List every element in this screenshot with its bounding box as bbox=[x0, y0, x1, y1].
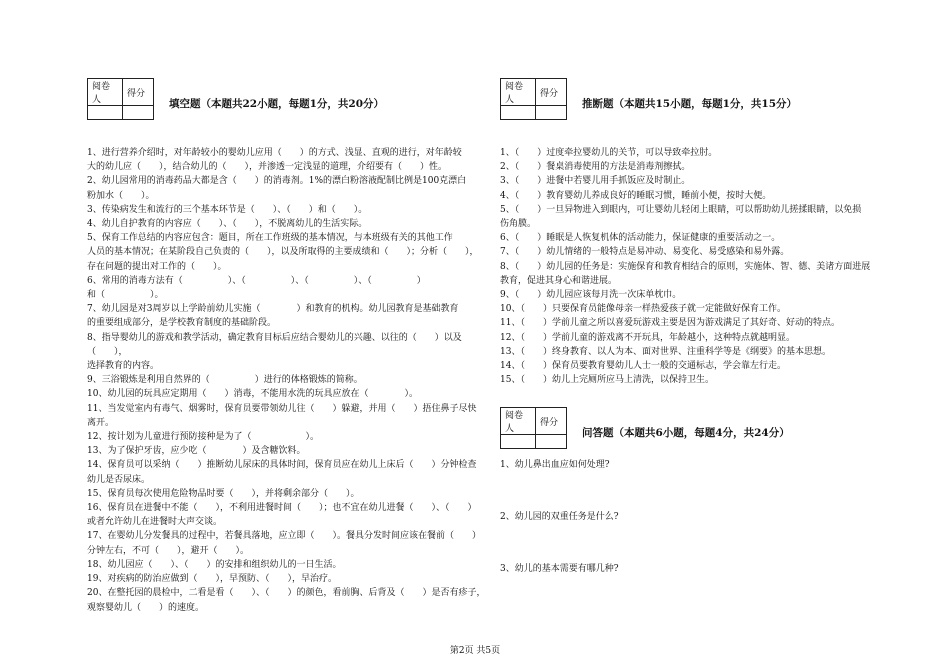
qa-question: 1、幼儿鼻出血应如何处理? bbox=[500, 460, 610, 471]
question-line: 12、按计划为儿童进行预防接种是为了（ ）。 bbox=[87, 432, 319, 443]
question-line: 3、传染病发生和流行的三个基本环节是（ ）、（ ）和（ ）。 bbox=[87, 204, 368, 215]
grader-table bbox=[500, 407, 567, 449]
judge-header bbox=[500, 78, 900, 110]
question-line: 17、在婴幼儿分发餐具的过程中，若餐具落地，应立即（ ）。餐具分发时间应该在餐前（ ） bbox=[87, 531, 481, 542]
question-line: 离开。 bbox=[87, 417, 115, 428]
question-line: 18、幼儿园应（ ）、（ ）的安排和组织幼儿的一日生活。 bbox=[87, 559, 342, 570]
score-cell bbox=[536, 106, 567, 120]
question-line: 或者允许幼儿在进餐时大声交谈。 bbox=[87, 517, 223, 528]
question-line: 3、（ ）进餐中若婴儿用手抓饭应及时制止。 bbox=[500, 176, 691, 187]
question-line: 8、指导婴幼儿的游戏和教学活动，确定教育目标后应结合婴幼儿的兴趣、以往的（ ）以及（ ）， bbox=[87, 332, 462, 357]
score-label: 得分 bbox=[536, 408, 567, 435]
question-line: 7、（ ）幼儿情绪的一般特点是易冲动、易变化、易受感染和易外露。 bbox=[500, 247, 790, 258]
question-line: 教育，促进其身心和谐进展。 bbox=[500, 275, 618, 286]
grader-cell bbox=[88, 106, 123, 120]
question-line: 和（ ）。 bbox=[87, 290, 164, 301]
question-line: 1、进行营养介绍时，对年龄较小的婴幼儿应用（ ）的方式、浅显、直观的进行，对年龄较 bbox=[87, 148, 462, 158]
qa-header bbox=[500, 407, 900, 439]
right-column bbox=[500, 78, 900, 575]
question-line: 8、（ ）幼儿园的任务是：实施保育和教育相结合的原则，实施体、智、德、美诸方面进展 bbox=[500, 261, 871, 272]
qa-question: 2、幼儿园的双重任务是什么? bbox=[500, 512, 619, 523]
grader-cell bbox=[501, 435, 536, 449]
fill-in-section bbox=[87, 78, 487, 615]
question-line: 存在问题的提出对工作的（ ）。 bbox=[87, 261, 227, 272]
fill-in-questions bbox=[87, 146, 487, 615]
page-footer: 第2页 共5页 bbox=[449, 646, 501, 656]
question-line: 选择教育的内容。 bbox=[87, 361, 160, 372]
question-line: 4、（ ）教育婴幼儿养成良好的睡眠习惯，睡前小便，按时大便。 bbox=[500, 190, 772, 201]
question-line: 人员的基本情况；在某阶段自己负责的（ ），以及所取得的主要成绩和（ ）；分析（ ）， bbox=[87, 247, 479, 258]
score-cell bbox=[536, 435, 567, 449]
fill-in-header bbox=[87, 78, 487, 110]
question-line: 6、常用的消毒方法有（ ）、（ ）、（ ）、（ ） bbox=[87, 275, 426, 286]
grader-table bbox=[87, 78, 154, 120]
judge-questions bbox=[500, 146, 900, 387]
qa-questions bbox=[500, 457, 900, 575]
score-label: 得分 bbox=[536, 79, 567, 106]
question-line: 14、保育员可以采纳（ ）推断幼儿尿床的具体时间，保育员应在幼儿上床后（ ）分钟检查 bbox=[87, 460, 477, 471]
question-line: 19、对疾病的防治应做到（ ），早预防、（ ），早治疗。 bbox=[87, 574, 337, 585]
question-line: 2、幼儿园常用的消毒药品大都是含（ ）的消毒剂。1%的漂白粉溶液配制比例是100克漂白 bbox=[87, 176, 467, 187]
question-line: 5、保育工作总结的内容应包含：题目，所在工作班级的基本情况，与本班级有关的其他工作 bbox=[87, 233, 453, 244]
section-title: 问答题（本题共6小题，每题4分，共24分） bbox=[582, 427, 790, 440]
question-line: 14、（ ）保育员要教育婴幼儿人士一般的交通标志，学会靠左行走。 bbox=[500, 361, 786, 372]
question-line: 幼儿是否尿床。 bbox=[87, 474, 151, 485]
question-line: 9、三浴锻炼是利用自然界的（ ）进行的体格锻炼的简称。 bbox=[87, 375, 363, 386]
question-line: 5、（ ）一旦异物进入到眼内，可让婴幼儿轻闭上眼睛，可以帮助幼儿搓揉眼睛，以免损 bbox=[500, 204, 862, 215]
question-line: 20、在整托园的晨检中，二看是看（ ）、（ ）的颜色，看前胸、后背及（ ）是否有疹子， bbox=[87, 588, 486, 599]
question-line: 11、（ ）学前儿童之所以喜爱玩游戏主要是因为游戏满足了其好奇、好动的特点。 bbox=[500, 318, 840, 329]
question-line: 2、（ ）餐桌消毒使用的方法是消毒剂擦拭。 bbox=[500, 162, 691, 173]
question-line: 13、（ ）终身教育、以人为本、面对世界、注重科学等是《纲要》的基本思想。 bbox=[500, 346, 831, 357]
grader-label: 阅卷人 bbox=[501, 79, 536, 106]
question-line: 大的幼儿应（ ），结合幼儿的（ ），并渗透一定浅显的道理，介绍要有（ ）性。 bbox=[87, 162, 448, 173]
question-line: 9、（ ）幼儿园应该每月洗一次床单枕巾。 bbox=[500, 290, 682, 301]
score-label: 得分 bbox=[123, 79, 154, 106]
question-line: 15、（ ）幼儿上完厕所应马上清洗，以保持卫生。 bbox=[500, 375, 714, 386]
question-line: 6、（ ）睡眠是人恢复机体的活动能力，保证健康的重要活动之一。 bbox=[500, 233, 781, 244]
question-line: 的重要组成部分，是学校教育制度的基础阶段。 bbox=[87, 318, 277, 329]
section-title: 推断题（本题共15小题，每题1分，共15分） bbox=[582, 98, 798, 110]
question-line: 1、（ ）过度牵拉婴幼儿的关节，可以导致牵拉肘。 bbox=[500, 148, 718, 158]
question-line: 4、幼儿自护教育的内容应（ ）、（ ），不脱离幼儿的生活实际。 bbox=[87, 219, 368, 230]
section-title: 填空题（本题共22小题，每题1分，共20分） bbox=[169, 98, 385, 110]
question-line: 7、幼儿园是对3周岁以上学龄前幼儿实施（ ）和教育的机构。幼儿园教育是基础教育 bbox=[87, 304, 459, 315]
qa-question: 3、幼儿的基本需要有哪几种? bbox=[500, 564, 619, 575]
question-line: 13、为了保护牙齿，应少吃（ ）及含糖饮料。 bbox=[87, 446, 306, 457]
question-line: 分钟左右，不可（ ），避开（ ）。 bbox=[87, 545, 250, 556]
score-cell bbox=[123, 106, 154, 120]
question-line: 粉加水（ ）。 bbox=[87, 190, 155, 201]
question-line: 10、幼儿园的玩具应定期用（ ）消毒，不能用水洗的玩具应放在（ ）。 bbox=[87, 389, 418, 400]
question-line: 12、（ ）学前儿童的游戏离不开玩具，年龄越小，这种特点就越明显。 bbox=[500, 332, 795, 343]
question-line: 11、当发觉室内有毒气、烟雾时，保育员要带领幼儿往（ ）躲避，并用（ ）捂住鼻子尽快 bbox=[87, 403, 477, 414]
grader-label: 阅卷人 bbox=[501, 408, 536, 435]
grader-cell bbox=[501, 106, 536, 120]
question-line: 15、保育员每次使用危险物品时要（ ），并将剩余部分（ ）。 bbox=[87, 488, 360, 499]
grader-table bbox=[500, 78, 567, 120]
question-line: 10、（ ）只要保育员能像母亲一样热爱孩子就一定能做好保育工作。 bbox=[500, 304, 786, 315]
question-line: 伤角膜。 bbox=[500, 219, 537, 230]
question-line: 观察婴幼儿（ ）的速度。 bbox=[87, 602, 205, 613]
grader-label: 阅卷人 bbox=[88, 79, 123, 106]
question-line: 16、保育员在进餐中不能（ ），不利用进餐时间（ ）；也不宜在幼儿进餐（ ）、（ ） bbox=[87, 503, 477, 514]
